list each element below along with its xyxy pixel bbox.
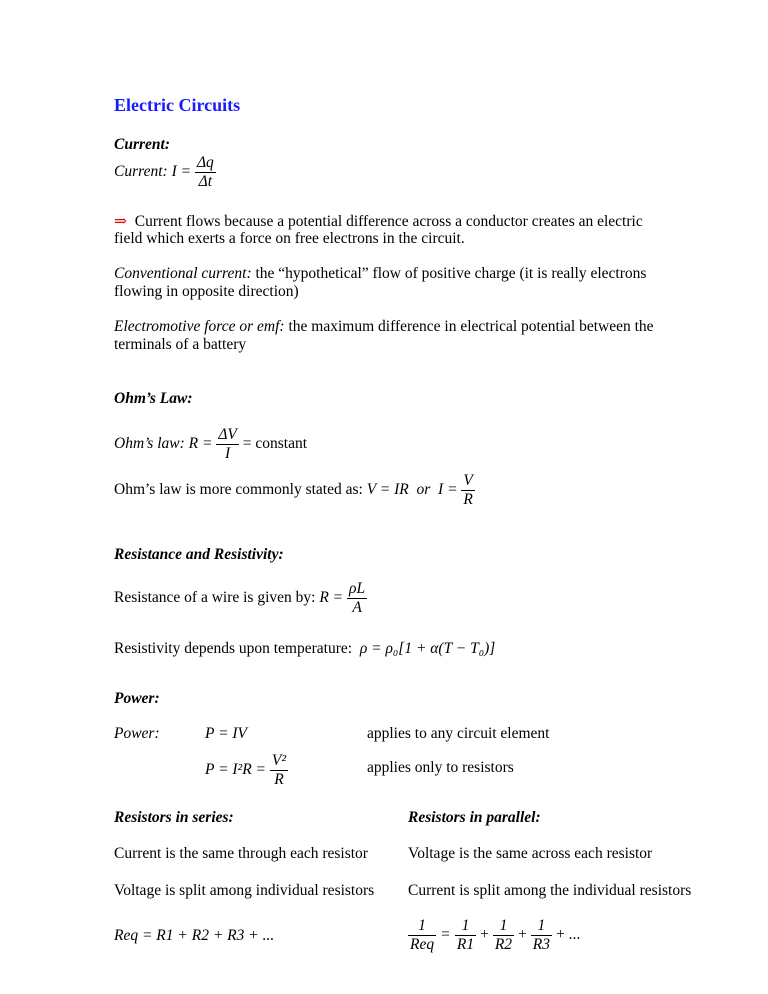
series-line2: Voltage is split among individual resistors [114,882,375,899]
ohm-heading: Ohm’s Law: [114,390,193,407]
ohm-common-fraction-den: R [463,490,473,508]
ohm-common-text: Ohm’s law is more commonly stated as: [114,481,363,498]
ohm-fraction-num: ΔV [218,425,237,443]
power-formula2-note: applies only to resistors [367,759,514,776]
implies-arrow-icon: ⇒ [114,213,127,230]
resistance-fraction-num: ρL [349,579,366,597]
power-fraction-num: V² [271,751,287,769]
parallel-term3-den: R3 [532,935,551,953]
power-heading: Power: [114,690,160,707]
emf-line1 [114,318,654,336]
series-heading: Resistors in series: [114,809,234,826]
power-formula1: P = IV [205,725,248,742]
emf-term: Electromotive force or emf: [114,318,285,335]
parallel-tail: + ... [556,926,581,943]
parallel-plus2: + [518,926,527,943]
parallel-term2 [493,917,514,954]
ohm-label: Ohm’s law: [114,435,185,452]
ohm-fraction [216,426,239,463]
conventional-term: Conventional current: [114,265,252,282]
power-formula1-note: applies to any circuit element [367,725,550,742]
current-note-line2: field which exerts a force on free electrons in the circuit. [114,230,465,247]
power-formula2-lhs: P = I²R = [205,761,267,778]
resistance-heading: Resistance and Resistivity: [114,546,284,563]
ohm-fraction-den: I [216,444,239,463]
parallel-term2-den: R2 [494,935,513,953]
parallel-lhs-num: 1 [418,916,426,934]
resistance-temp-formula: ρ = ρ₀[1 + α(T − T₀)] [359,640,496,657]
resistance-fraction [347,580,367,617]
conventional-line1 [114,265,646,283]
parallel-heading: Resistors in parallel: [408,809,541,826]
series-formula: Req = R1 + R2 + R3 + ... [114,927,275,944]
power-label: Power: [114,725,160,742]
current-fraction-den: Δt [195,172,216,191]
current-note-line1 [114,212,643,231]
current-formula-lhs: I = [171,163,192,180]
current-label: Current: [114,163,168,180]
parallel-term1 [455,917,476,954]
parallel-term3-num: 1 [537,916,546,934]
current-fraction-num: Δq [196,153,214,171]
ohm-common-formula2-lhs: I = [438,481,458,498]
ohm-common-fraction-num: V [463,471,473,489]
ohm-formula-lhs: R = [188,435,213,452]
parallel-plus1: + [480,926,489,943]
parallel-term1-num: 1 [461,916,470,934]
ohm-or: or [416,481,431,498]
parallel-term1-den: R1 [456,935,475,953]
power-fraction [270,752,288,789]
resistance-temp-text: Resistivity depends upon temperature: [114,640,353,657]
parallel-formula [408,912,580,958]
conventional-text: the “hypothetical” flow of positive charge (it is really electrons [251,265,647,282]
parallel-lhs-fraction [408,917,436,954]
emf-text: the maximum difference in electrical potential between the [284,318,654,335]
current-note-text1: Current flows because a potential difference across a conductor creates an electric [134,213,643,230]
parallel-line2: Current is split among the individual resistors [408,882,692,899]
parallel-equals: = [441,926,450,943]
ohm-formula-rhs: = constant [242,435,308,452]
resistance-wire [114,576,367,620]
series-line1: Current is the same through each resistor [114,845,368,862]
parallel-term3 [531,917,552,954]
emf-line2: terminals of a battery [114,336,247,353]
parallel-line1: Voltage is the same across each resistor [408,845,653,862]
ohm-common-fraction [461,472,474,509]
resistance-temp [114,640,495,658]
power-formula2 [205,748,288,792]
parallel-term2-num: 1 [499,916,508,934]
current-fraction [195,154,216,191]
ohm-common-formula: V = IR [366,481,409,498]
page-title: Electric Circuits [114,95,241,115]
parallel-lhs-den: Req [410,935,435,953]
current-formula [114,152,216,192]
current-heading: Current: [114,136,170,153]
resistance-wire-lhs: R = [319,589,344,606]
conventional-line2: flowing in opposite direction) [114,283,299,300]
ohm-common [114,468,475,512]
power-fraction-den: R [270,770,288,789]
ohm-formula [114,422,307,466]
resistance-wire-text: Resistance of a wire is given by: [114,589,316,606]
resistance-fraction-den: A [347,598,367,617]
